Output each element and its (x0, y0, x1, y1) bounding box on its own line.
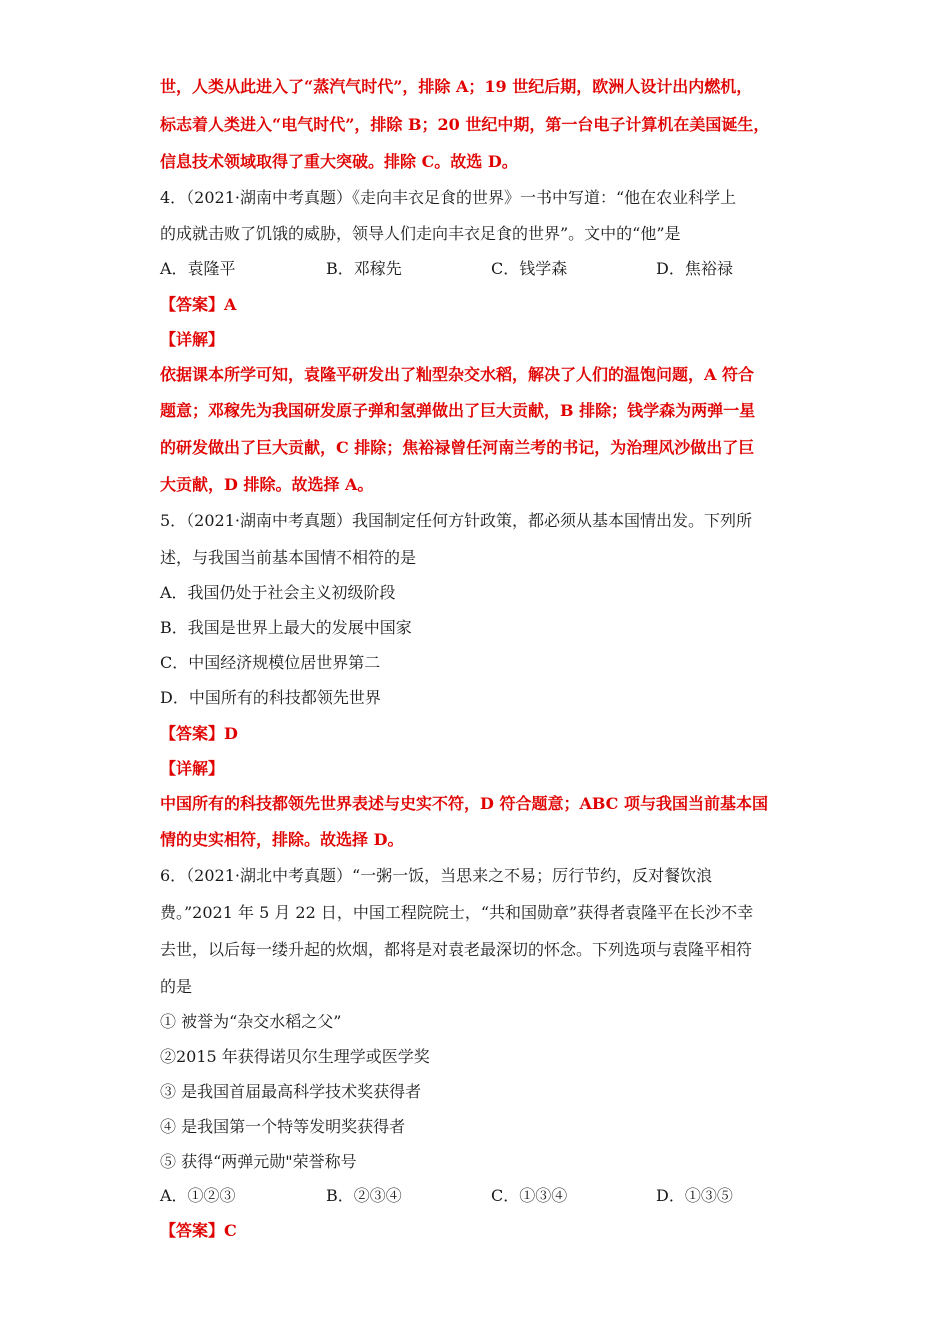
q6-option-a: A．①②③ (160, 1186, 236, 1205)
q4-stem-line-2: 的成就击败了饥饿的威胁，领导人们走向丰衣足食的世界”。文中的“他”是 (160, 224, 681, 243)
q3-explanation-line-3: 信息技术领域取得了重大突破。排除 C。故选 D。 (160, 152, 518, 171)
q5-option-c: C．中国经济规模位居世界第二 (160, 653, 381, 672)
q6-stem-line-4: 的是 (160, 977, 193, 996)
q6-item-5: ⑤ 获得“两弹元勋"荣誉称号 (160, 1152, 357, 1171)
q6-item-1: ① 被誉为“杂交水稻之父” (160, 1012, 342, 1031)
q5-option-a: A．我国仍处于社会主义初级阶段 (160, 583, 396, 602)
q5-detail-label: 【详解】 (160, 759, 225, 778)
q4-explanation-line-3: 的研发做出了巨大贡献，C 排除；焦裕禄曾任河南兰考的书记，为治理风沙做出了巨 (160, 438, 755, 457)
q5-explanation-line-1: 中国所有的科技都领先世界表述与史实不符，D 符合题意；ABC 项与我国当前基本国 (160, 794, 768, 813)
q6-option-d: D．①③⑤ (656, 1186, 733, 1205)
q6-option-b: B．②③④ (326, 1186, 402, 1205)
q4-option-d: D．焦裕禄 (656, 259, 733, 278)
q5-option-b: B．我国是世界上最大的发展中国家 (160, 618, 412, 637)
q4-answer: 【答案】A (160, 295, 237, 314)
q5-stem-line-2: 述，与我国当前基本国情不相符的是 (160, 548, 417, 567)
q4-option-b: B．邓稼先 (326, 259, 402, 278)
q4-option-a: A．袁隆平 (160, 259, 236, 278)
q4-explanation-line-1: 依据课本所学可知，袁隆平研发出了籼型杂交水稻，解决了人们的温饱问题，A 符合 (160, 365, 754, 384)
q6-option-c: C．①③④ (491, 1186, 568, 1205)
q4-stem-line-1: 4．（2021·湖南中考真题）《走向丰衣足食的世界》一书中写道：“他在农业科学上 (160, 188, 737, 207)
q4-option-c: C．钱学森 (491, 259, 568, 278)
q5-answer: 【答案】D (160, 724, 238, 743)
q6-stem-line-3: 去世，以后每一缕升起的炊烟，都将是对袁老最深切的怀念。下列选项与袁隆平相符 (160, 940, 753, 959)
q3-explanation-line-2: 标志着人类进入“电气时代”，排除 B；20 世纪中期，第一台电子计算机在美国诞生， (160, 115, 770, 134)
q3-explanation-line-1: 世，人类从此进入了“蒸汽气时代”，排除 A；19 世纪后期，欧洲人设计出内燃机， (160, 77, 753, 96)
q6-item-3: ③ 是我国首届最高科学技术奖获得者 (160, 1082, 422, 1101)
q4-detail-label: 【详解】 (160, 330, 225, 349)
q6-item-2: ②2015 年获得诺贝尔生理学或医学奖 (160, 1047, 430, 1066)
q6-stem-line-1: 6．（2021·湖北中考真题）“一粥一饭，当思来之不易；厉行节约，反对餐饮浪 (160, 866, 713, 885)
q6-item-4: ④ 是我国第一个特等发明奖获得者 (160, 1117, 406, 1136)
q6-answer: 【答案】C (160, 1221, 237, 1240)
q6-stem-line-2: 费。”2021 年 5 月 22 日，中国工程院院士，“共和国勋章”获得者袁隆平在长沙不幸 (160, 903, 754, 922)
q4-explanation-line-2: 题意；邓稼先为我国研发原子弹和氢弹做出了巨大贡献，B 排除；钱学森为两弹一星 (160, 401, 756, 420)
q4-explanation-line-4: 大贡献，D 排除。故选择 A。 (160, 475, 374, 494)
q5-stem-line-1: 5．（2021·湖南中考真题）我国制定任何方针政策，都必须从基本国情出发。下列所 (160, 511, 752, 530)
q5-option-d: D．中国所有的科技都领先世界 (160, 688, 381, 707)
q5-explanation-line-2: 情的史实相符，排除。故选择 D。 (160, 830, 404, 849)
